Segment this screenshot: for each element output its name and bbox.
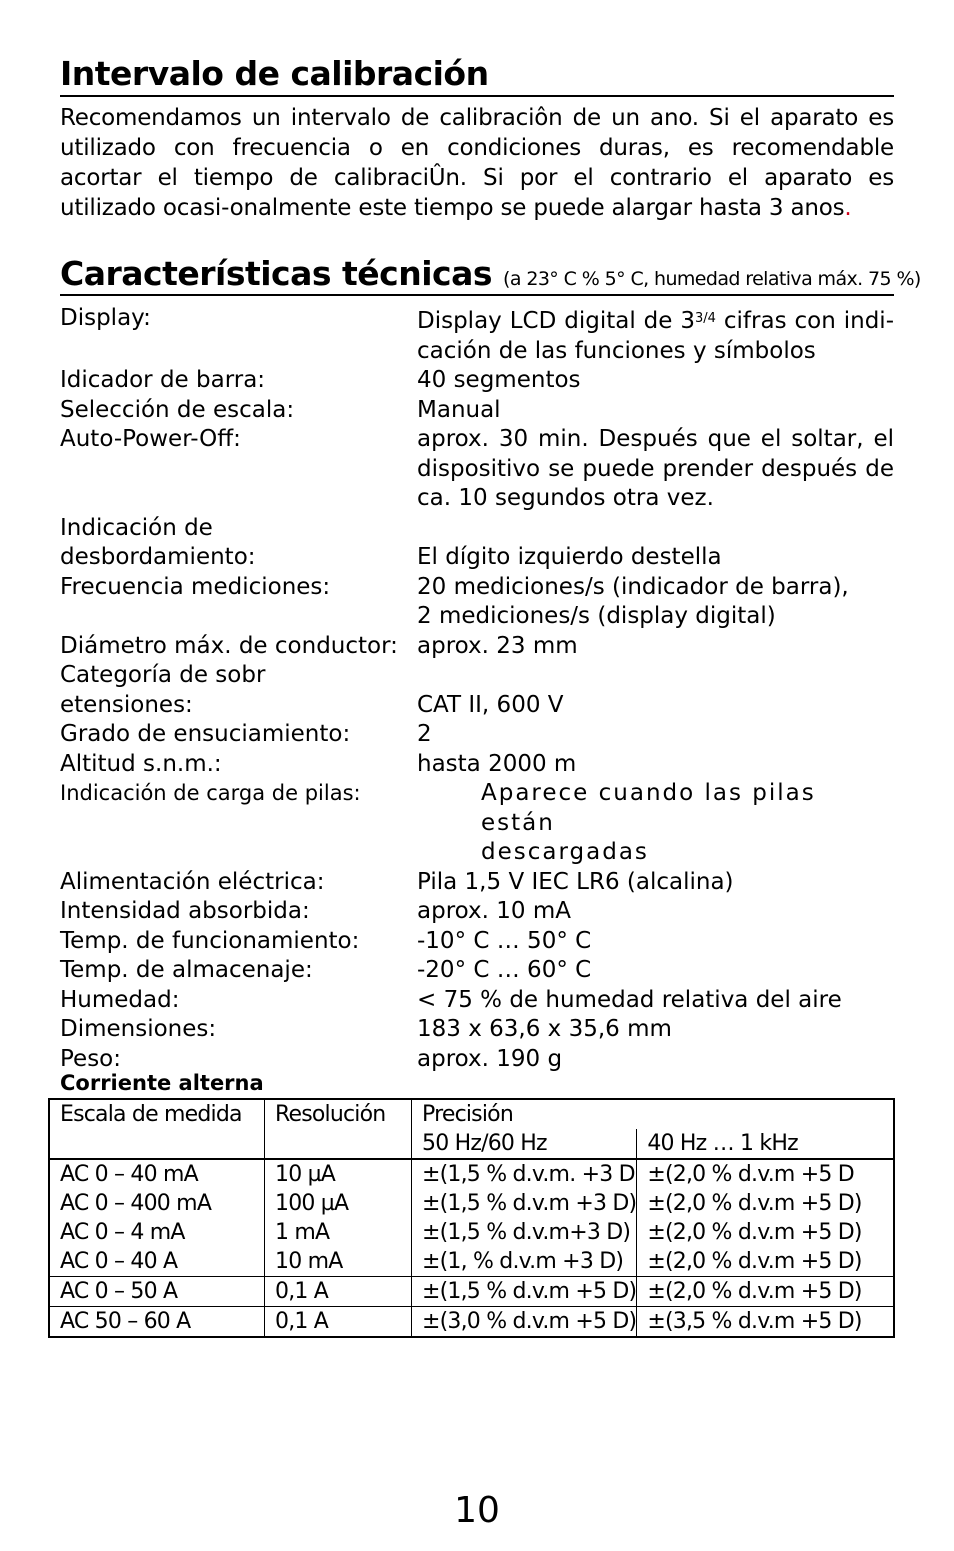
spec-label: Temp. de almacenaje: — [60, 957, 313, 983]
spec-label: Altitud s.n.m.: — [60, 750, 222, 777]
spec-row-auto-power-off — [60, 425, 894, 514]
spec-value-line: Aparece cuando las pilas están — [481, 780, 816, 836]
spec-row-power — [60, 868, 894, 898]
spec-row-weight — [60, 1045, 894, 1075]
spec-value: hasta 2000 m — [417, 750, 577, 777]
spec-value: aprox. 30 min. Después que el soltar, el dispositivo se puede prender después de ca. 10 segundos otra vez. — [417, 426, 894, 511]
cell-precision-1: ±(1, % d.v.m +3 D) — [412, 1247, 637, 1277]
cell-resolution: 100 µA — [265, 1189, 412, 1218]
header-freq-1: 50 Hz/60 Hz — [412, 1129, 637, 1159]
spec-label: Frecuencia mediciones: — [60, 573, 331, 600]
cell-range: AC 0 – 40 A — [49, 1247, 265, 1277]
calibration-text-end: . — [844, 195, 852, 221]
ac-current-table — [48, 1098, 895, 1338]
spec-label: Dimensiones: — [60, 1016, 217, 1042]
spec-label: Diámetro máx. de conductor: — [60, 632, 398, 659]
spec-value-part: Display LCD digital de 3 — [417, 308, 696, 334]
cell-resolution: 10 µA — [265, 1159, 412, 1189]
table-row — [49, 1189, 894, 1218]
spec-value — [417, 661, 894, 720]
cell-precision-2: ±(2,0 % d.v.m +5 D) — [637, 1189, 894, 1218]
spec-row-pollution — [60, 720, 894, 750]
spec-value-line: 2 mediciones/s (display digital) — [417, 603, 776, 629]
cell-resolution: 10 mA — [265, 1247, 412, 1277]
spec-label: Grado de ensuciamiento: — [60, 721, 351, 747]
spec-label: Alimentación eléctrica: — [60, 868, 325, 895]
spec-value: < 75 % de humedad relativa del aire — [417, 986, 842, 1013]
cell-range: AC 0 – 400 mA — [49, 1189, 265, 1218]
table-header-row — [49, 1129, 894, 1159]
header-resolution: Resolución — [265, 1099, 412, 1129]
header-range: Escala de medida — [49, 1099, 265, 1129]
spec-label: Peso: — [60, 1045, 122, 1072]
spec-label: Idicador de barra: — [60, 367, 266, 393]
spec-row-battery — [60, 779, 894, 868]
spec-value — [417, 779, 894, 868]
header-precision: Precisión — [412, 1099, 637, 1129]
spec-list — [60, 304, 894, 1074]
table-row — [49, 1218, 894, 1247]
calibration-heading: Intervalo de calibración — [60, 55, 894, 97]
spec-value: aprox. 190 g — [417, 1045, 563, 1072]
table-row — [49, 1277, 894, 1307]
spec-value: -20° C … 60° C — [417, 957, 592, 983]
spec-value: 183 x 63,6 x 35,6 mm — [417, 1016, 672, 1042]
spec-value — [417, 514, 894, 573]
spec-row-display — [60, 304, 894, 366]
table-row — [49, 1247, 894, 1277]
spec-value: 40 segmentos — [417, 367, 581, 393]
cell-precision-2: ±(2,0 % d.v.m +5 D) — [637, 1277, 894, 1307]
spec-row-frequency — [60, 573, 894, 632]
cell-range: AC 50 – 60 A — [49, 1307, 265, 1338]
spec-label — [60, 514, 417, 573]
spec-value-line: descargadas — [481, 839, 649, 865]
spec-row-dimensions — [60, 1015, 894, 1045]
spec-row-bar — [60, 366, 894, 396]
cell-precision-1: ±(1,5 % d.v.m +5 D) — [412, 1277, 637, 1307]
spec-label: Temp. de funcionamiento: — [60, 927, 360, 954]
spec-row-current — [60, 897, 894, 927]
spec-value: Pila 1,5 V IEC LR6 (alcalina) — [417, 868, 734, 895]
spec-label: Humedad: — [60, 986, 180, 1013]
spec-value-line: El dígito izquierdo destella — [417, 544, 722, 570]
spec-value-line: CAT II, 600 V — [417, 691, 564, 718]
spec-label: Intensidad absorbida: — [60, 898, 310, 924]
cell-precision-1: ±(1,5 % d.v.m+3 D) — [412, 1218, 637, 1247]
spec-value-line: 20 mediciones/s (indicador de barra), — [417, 573, 849, 600]
cell-precision-1: ±(3,0 % d.v.m +5 D) — [412, 1307, 637, 1338]
spec-value: -10° C … 50° C — [417, 927, 592, 954]
spec-label-line: Indicación de — [60, 514, 213, 541]
cell-resolution: 0,1 A — [265, 1307, 412, 1338]
calibration-paragraph — [60, 103, 894, 223]
cell-precision-2: ±(3,5 % d.v.m +5 D) — [637, 1307, 894, 1338]
cell-precision-1: ±(1,5 % d.v.m. +3 D — [412, 1159, 637, 1189]
cell-range: AC 0 – 4 mA — [49, 1218, 265, 1247]
cell-precision-1: ±(1,5 % d.v.m +3 D) — [412, 1189, 637, 1218]
spec-value: aprox. 23 mm — [417, 632, 578, 659]
spec-row-diameter — [60, 632, 894, 662]
spec-value: Manual — [417, 396, 501, 423]
table-header-row — [49, 1099, 894, 1129]
spec-row-category — [60, 661, 894, 720]
cell-range: AC 0 – 40 mA — [49, 1159, 265, 1189]
cell-resolution: 1 mA — [265, 1218, 412, 1247]
cell-precision-2: ±(2,0 % d.v.m +5 D) — [637, 1247, 894, 1277]
table-row — [49, 1307, 894, 1338]
spec-label: Selección de escala: — [60, 396, 295, 423]
page-number: 10 — [454, 1490, 500, 1531]
spec-label-line: etensiones: — [60, 691, 193, 718]
table-row — [49, 1159, 894, 1189]
tech-heading-title: Características técnicas — [60, 254, 493, 293]
header-freq-2: 40 Hz … 1 kHz — [637, 1129, 894, 1159]
calibration-text: Recomendamos un intervalo de calibraciôn de un ano. Si el aparato es utilizado con frecuencia o en condiciones duras, es recomendable acortar el tiempo de calibraciÛn. Si por el contrario el aparato es utilizado ocasi-onalmente este tiempo se puede alargar hasta 3 anos — [60, 105, 894, 221]
spec-row-range — [60, 396, 894, 426]
spec-row-storage-temp — [60, 956, 894, 986]
spec-row-overflow — [60, 514, 894, 573]
spec-value: 2 — [417, 721, 432, 747]
cell-resolution: 0,1 A — [265, 1277, 412, 1307]
spec-label: Display: — [60, 305, 151, 331]
spec-value-fraction: 3/4 — [695, 311, 716, 326]
tech-heading — [60, 254, 921, 296]
spec-label: Auto-Power-Off: — [60, 426, 241, 452]
spec-label — [60, 661, 417, 720]
spec-row-humidity — [60, 986, 894, 1016]
spec-label-line: desbordamiento: — [60, 544, 256, 570]
spec-value — [417, 304, 894, 366]
cell-precision-2: ±(2,0 % d.v.m +5 D — [637, 1159, 894, 1189]
spec-value — [417, 573, 894, 632]
spec-row-operating-temp — [60, 927, 894, 957]
spec-value-part: cifras con indi-cación de las funciones y símbolos — [417, 308, 894, 364]
ac-table-title: Corriente alterna — [60, 1071, 264, 1095]
spec-label: Indicación de carga de pilas: — [60, 781, 361, 805]
cell-precision-2: ±(2,0 % d.v.m +5 D) — [637, 1218, 894, 1247]
spec-value: aprox. 10 mA — [417, 898, 571, 924]
tech-heading-conditions: (a 23° C % 5° C, humedad relativa máx. 75 %) — [503, 268, 921, 290]
cell-range: AC 0 – 50 A — [49, 1277, 265, 1307]
spec-label-line: Categoría de sobr — [60, 662, 266, 688]
spec-row-altitude — [60, 750, 894, 780]
